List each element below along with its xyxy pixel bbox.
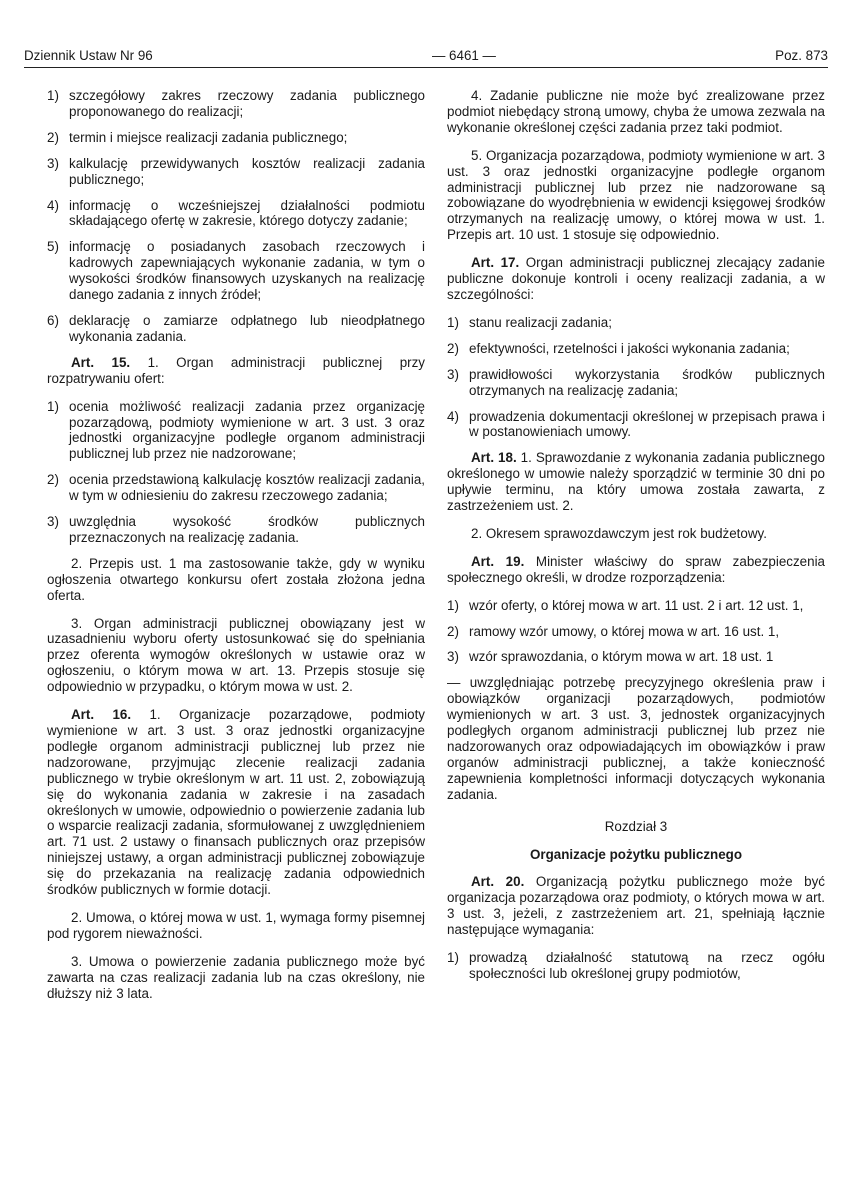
article-19-text: Minister właściwy do spraw zabezpieczenia społecznego określi, w drodze rozporządzenia: xyxy=(447,553,825,585)
article-20-label: Art. 20. xyxy=(471,874,525,890)
evaluation-list xyxy=(47,399,425,546)
article-20 xyxy=(447,874,825,938)
list-item-text: prowadzenia dokumentacji określonej w przepisach prawa i w postanowieniach umowy. xyxy=(469,408,825,440)
article-17-text: Organ administracji publicznej zlecający zadanie publiczne dokonuje kontroli i oceny realizacji zadania, a w szczególności: xyxy=(447,255,825,302)
list-item xyxy=(447,950,825,982)
list-item xyxy=(47,514,425,546)
list-item-text: stanu realizacji zadania; xyxy=(469,314,612,330)
list-item-text: szczegółowy zakres rzeczowy zadania publicznego proponowanego do realizacji; xyxy=(69,88,425,119)
list-item xyxy=(47,472,425,504)
list-item-text: informację o posiadanych zasobach rzeczowych i kadrowych zapewniających wykonanie zadania, w tym o wysokości środków finansowych uzyskanych na realizację danego zadania z innych źródeł; xyxy=(69,239,425,303)
list-item xyxy=(47,399,425,463)
chapter-title: Organizacje pożytku publicznego xyxy=(529,846,743,862)
article-17-label: Art. 17. xyxy=(471,255,520,271)
left-column xyxy=(47,88,425,1014)
list-item-text: ocenia przedstawioną kalkulację kosztów realizacji zadania, w tym w odniesieniu do zakresu rzeczowego zadania; xyxy=(69,472,425,504)
list-item xyxy=(47,313,425,345)
article-15-para-2: 2. Przepis ust. 1 ma zastosowanie także, gdy w wyniku ogłoszenia otwartego konkursu ofert została złożona jedna oferta. xyxy=(47,555,425,603)
list-item xyxy=(447,367,825,399)
regulation-list xyxy=(447,598,825,666)
list-item-number: 1) xyxy=(447,314,459,330)
list-item xyxy=(447,649,825,665)
requirements-list xyxy=(447,950,825,982)
list-item-number: 6) xyxy=(47,312,59,328)
right-column xyxy=(447,88,825,992)
article-18-label: Art. 18. xyxy=(471,450,517,466)
list-item-text: uwzględnia wysokość środków publicznych przeznaczonych na realizację zadania. xyxy=(69,514,425,545)
list-item-number: 3) xyxy=(447,366,459,382)
list-item-number: 2) xyxy=(447,623,459,639)
article-16 xyxy=(47,707,425,898)
list-item-text: wzór sprawozdania, o którym mowa w art. 18 ust. 1 xyxy=(469,649,774,665)
list-item-number: 3) xyxy=(447,649,459,665)
list-item-text: termin i miejsce realizacji zadania publicznego; xyxy=(69,129,348,145)
list-item-number: 1) xyxy=(47,88,59,103)
article-15-label: Art. 15. xyxy=(71,354,131,370)
page-number: — 6461 — xyxy=(431,48,496,63)
list-item-text: prawidłowości wykorzystania środków publicznych otrzymanych na realizację zadania; xyxy=(469,366,825,398)
list-item-text: kalkulację przewidywanych kosztów realizacji zadania publicznego; xyxy=(69,155,425,187)
list-item xyxy=(447,409,825,441)
journal-title: Dziennik Ustaw Nr 96 xyxy=(24,48,153,63)
list-item xyxy=(447,315,825,331)
list-item xyxy=(47,239,425,303)
article-15-para-3: 3. Organ administracji publicznej obowiązany jest w uzasadnieniu wyboru oferty ustosunkować się do spełniania przez oferenta wymogów określonych w ustawie oraz w ogłoszeniu, o którym mowa w art. 13. Przepis stosuje się odpowiednio w przypadku, o którym mowa w ust. 2. xyxy=(47,615,425,695)
list-item-text: deklarację o zamiarze odpłatnego lub nieodpłatnego wykonania zadania. xyxy=(69,312,425,344)
article-19-tail: — uwzględniając potrzebę precyzyjnego określenia praw i obowiązków organizacji pozarządowych, podmiotów wymienionych w art. 3 ust. 3, jednostek organizacyjnych podległych organom administracji publicznej lub przez nie nadzorowanych oraz odpowiadających im obowiązków i praw organów administracji publicznej, a także konieczność zapewnienia kompletności informacji dotyczących wykonania zadania. xyxy=(447,675,825,802)
article-16-para-2: 2. Umowa, o której mowa w ust. 1, wymaga formy pisemnej pod rygorem nieważności. xyxy=(47,909,425,941)
list-item-number: 3) xyxy=(47,514,59,530)
article-20-text: Organizacją pożytku publicznego może być organizacja pozarządowa oraz podmioty, o których mowa w art. 3 ust. 3, jeżeli, z zastrzeżeniem art. 21, spełniają łącznie następujące wymagania: xyxy=(447,874,825,938)
list-item-text: efektywności, rzetelności i jakości wykonania zadania; xyxy=(469,340,790,356)
list-item xyxy=(47,88,425,120)
list-item-text: ramowy wzór umowy, o której mowa w art. 16 ust. 1, xyxy=(469,623,780,639)
list-item xyxy=(47,130,425,146)
article-16-para-3: 3. Umowa o powierzenie zadania publicznego może być zawarta na czas realizacji zadania lub na czas określony, nie dłuższy niż 3 lata. xyxy=(47,953,425,1001)
list-item-number: 2) xyxy=(47,129,59,145)
article-18 xyxy=(447,450,825,514)
position-number: Poz. 873 xyxy=(775,48,828,63)
list-item-number: 1) xyxy=(47,398,59,414)
article-15 xyxy=(47,355,425,387)
list-item-number: 4) xyxy=(47,197,59,213)
article-16-para-5: 5. Organizacja pozarządowa, podmioty wymienione w art. 3 ust. 3 oraz jednostki organizacyjne podległe organom administracji publicznej lub przez nie nadzorowane są zobowiązane do wyodrębnienia w ewidencji księgowej środków otrzymanych na realizację umowy, o której mowa w ust. 1. Przepis art. 10 ust. 1 stosuje się odpowiednio. xyxy=(447,147,825,243)
article-18-para-2: 2. Okresem sprawozdawczym jest rok budżetowy. xyxy=(471,525,767,541)
article-16-label: Art. 16. xyxy=(71,707,132,723)
article-19 xyxy=(447,554,825,586)
list-item-text: wzór oferty, o której mowa w art. 11 ust. 2 i art. 12 ust. 1, xyxy=(469,597,804,613)
header-rule xyxy=(24,67,828,68)
page-header xyxy=(24,48,828,64)
list-item xyxy=(47,198,425,230)
chapter-number: Rozdział 3 xyxy=(604,818,668,834)
list-item-text: ocenia możliwość realizacji zadania przez organizację pozarządową, podmioty wymienione w art. 3 ust. 3 oraz jednostki organizacyjne podległe organom administracji publicznej lub przez nie nadzorowane; xyxy=(69,398,425,462)
article-17 xyxy=(447,255,825,303)
article-19-label: Art. 19. xyxy=(471,553,525,569)
list-item-text: informację o wcześniejszej działalności podmiotu składającego ofertę w zakresie, którego dotyczy zadanie; xyxy=(69,197,425,229)
article-15-text: 1. Organ administracji publicznej przy rozpatrywaniu ofert: xyxy=(47,354,425,386)
article-16-text: 1. Organizacje pozarządowe, podmioty wymienione w art. 3 ust. 3 oraz jednostki organizacyjne podległe organom administracji publicznej lub przez nie nadzorowane, przyjmując zlecenie realizacji zadania publicznego w trybie określonym w art. 11 ust. 2, zobowiązują się do wykonania zadania w zakresie i na zasadach określonych w umowie, odpowiednio o powierzenie zadania lub o wsparcie realizacji zadania, sformułowanej z uwzględnieniem art. 71 ust. 2 ustawy o finansach publicznych oraz przepisów niniejszej ustawy, a organ administracji publicznej zobowiązuje się do przekazania na realizację zadania odpowiednich środków publicznych w formie dotacji. xyxy=(47,707,425,898)
article-18-text: 1. Sprawozdanie z wykonania zadania publicznego określonego w umowie należy sporządzić w terminie 30 dni po upływie terminu, na który umowa została zawarta, z zastrzeżeniem ust. 2. xyxy=(447,450,825,514)
list-item-number: 2) xyxy=(47,472,59,488)
list-item-number: 5) xyxy=(47,239,59,255)
list-item xyxy=(447,341,825,357)
list-item xyxy=(447,598,825,614)
list-item-number: 4) xyxy=(447,408,459,424)
list-item-text: prowadzą działalność statutową na rzecz ogółu społeczności lub określonej grupy podmiotów, xyxy=(469,950,825,981)
control-list xyxy=(447,315,825,440)
list-item-number: 1) xyxy=(447,597,459,613)
list-item xyxy=(47,156,425,188)
offer-contents-list xyxy=(47,88,425,345)
list-item-number: 1) xyxy=(447,950,459,966)
list-item xyxy=(447,624,825,640)
list-item-number: 2) xyxy=(447,340,459,356)
list-item-number: 3) xyxy=(47,155,59,171)
article-16-para-4: 4. Zadanie publiczne nie może być zrealizowane przez podmiot niebędący stroną umowy, chyba że umowa zezwala na wykonanie określonej części zadania przez taki podmiot. xyxy=(447,88,825,135)
